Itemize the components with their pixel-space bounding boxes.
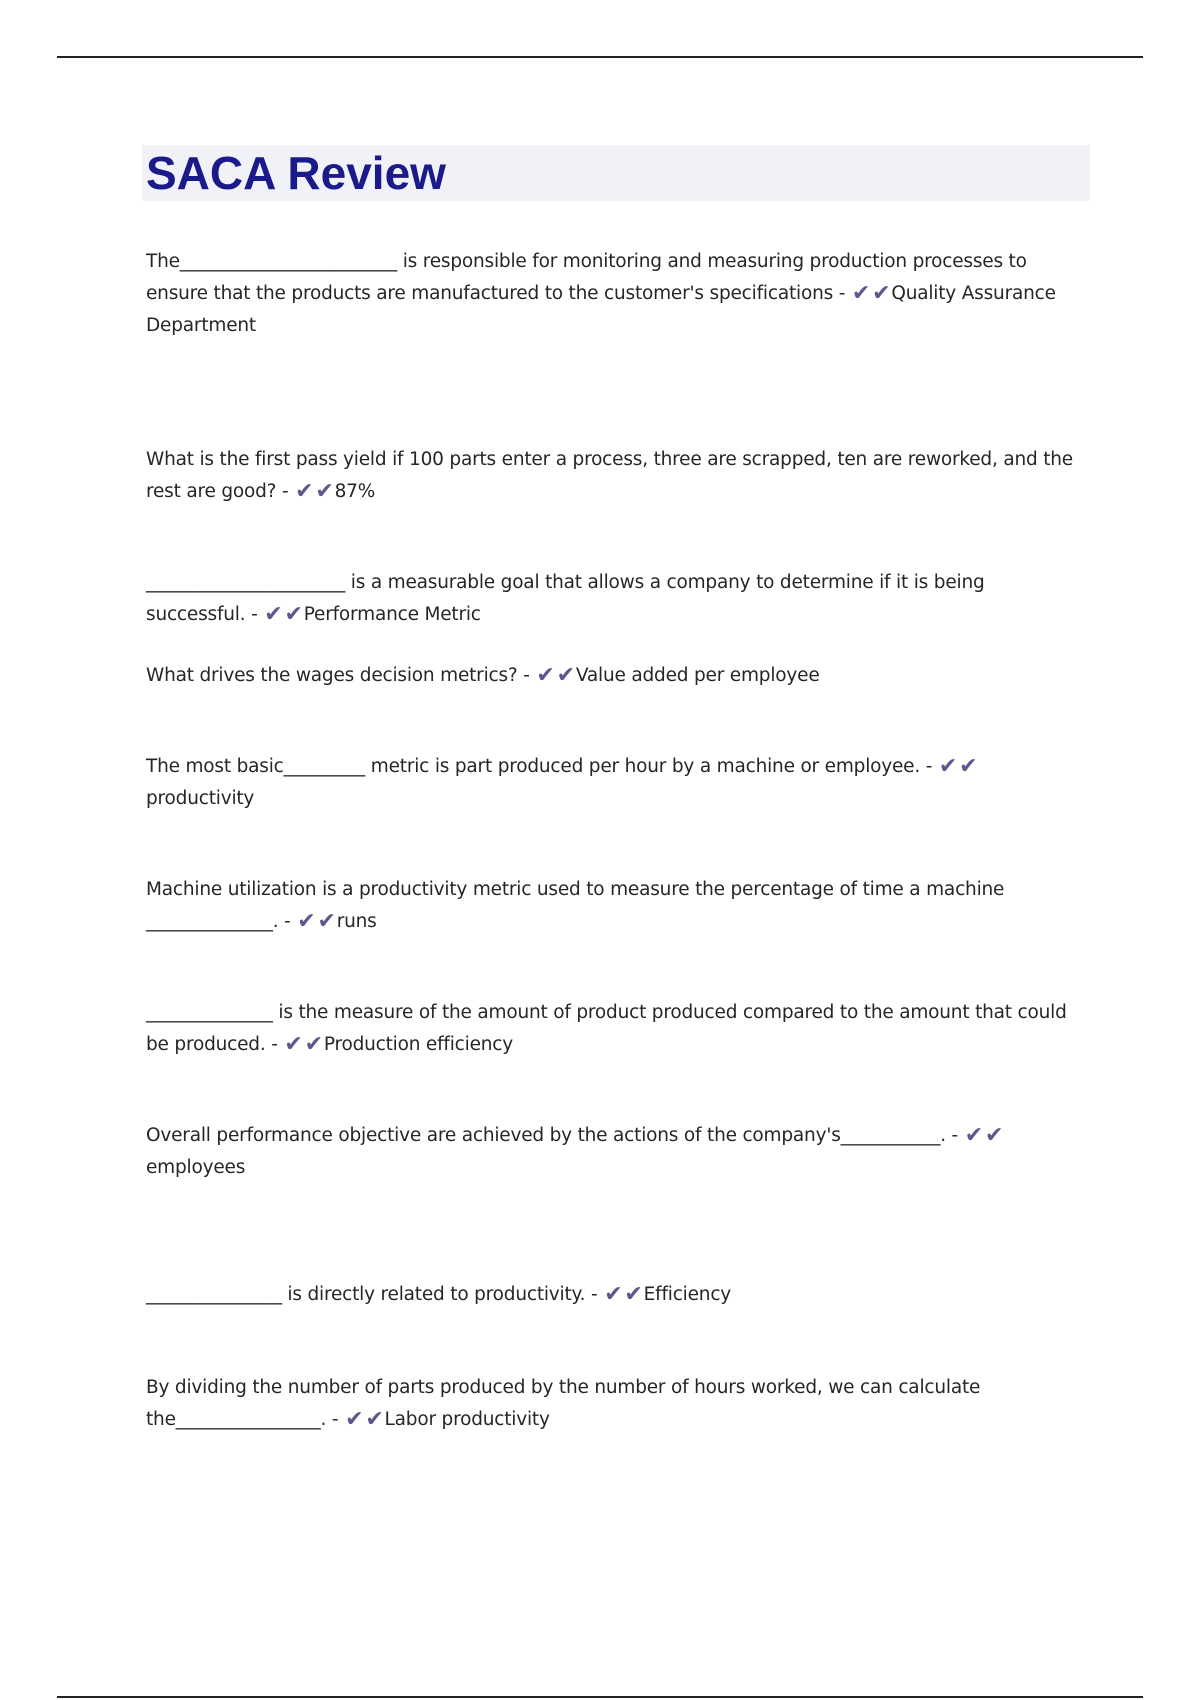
checkmark-icon: ✔ [345, 1407, 364, 1432]
checkmark-icon: ✔ [872, 281, 891, 306]
answer-text: productivity [146, 788, 255, 809]
checkmark-icon: ✔ [964, 1123, 983, 1148]
question-text: What drives the wages decision metrics? - [146, 665, 536, 686]
qa-item [146, 246, 1086, 342]
checkmark-icon: ✔ [315, 479, 334, 504]
answer-text: Performance Metric [303, 604, 481, 625]
qa-item [146, 444, 1086, 508]
checkmark-icon: ✔ [317, 909, 336, 934]
header-rule [57, 56, 1143, 58]
question-text: What is the first pass yield if 100 parts enter a process, three are scrapped, ten are reworked, and the rest are good? - [146, 449, 1073, 502]
answer-text: Production efficiency [323, 1034, 514, 1055]
qa-item [146, 751, 1086, 815]
checkmark-icon: ✔ [556, 663, 575, 688]
qa-item [146, 1372, 1086, 1436]
checkmark-icon: ✔ [984, 1123, 1004, 1148]
question-text: _______________ is directly related to productivity. - [146, 1284, 604, 1305]
question-text: ______________ is the measure of the amount of product produced compared to the amount that could be produced. - [146, 1002, 1067, 1055]
answer-text: Value added per employee [575, 665, 820, 686]
checkmark-icon: ✔ [297, 909, 316, 934]
checkmark-icon: ✔ [264, 602, 283, 627]
checkmark-icon: ✔ [624, 1282, 643, 1307]
checkmark-icon: ✔ [604, 1282, 623, 1307]
question-text: Overall performance objective are achieved by the actions of the company's___________. - [146, 1125, 964, 1146]
question-text: The________________________ is responsible for monitoring and measuring production processes to ensure that the products are manufactured to the customer's specifications - [146, 251, 1027, 304]
footer-rule [57, 1696, 1143, 1698]
answer-text: employees [146, 1157, 246, 1178]
qa-item [146, 997, 1086, 1061]
title-band [142, 145, 1090, 201]
checkmark-icon: ✔ [938, 754, 958, 779]
qa-item [146, 1120, 1086, 1184]
checkmark-icon: ✔ [536, 663, 555, 688]
answer-text: Efficiency [643, 1284, 732, 1305]
qa-item [146, 874, 1086, 938]
checkmark-icon: ✔ [365, 1407, 384, 1432]
checkmark-icon: ✔ [304, 1032, 323, 1057]
answer-text: Labor productivity [384, 1409, 550, 1430]
checkmark-icon: ✔ [284, 602, 303, 627]
question-text: The most basic_________ metric is part produced per hour by a machine or employee. - [146, 756, 938, 777]
answer-text: 87% [334, 481, 376, 502]
qa-item [146, 1279, 1086, 1311]
document-title: SACA Review [146, 147, 446, 199]
checkmark-icon: ✔ [284, 1032, 303, 1057]
question-text: ______________________ is a measurable goal that allows a company to determine if it is being successful. - [146, 572, 985, 625]
qa-item [146, 660, 1086, 692]
checkmark-icon: ✔ [851, 281, 871, 306]
question-text: Machine utilization is a productivity metric used to measure the percentage of time a machine ______________. - [146, 879, 1005, 932]
qa-item [146, 567, 1086, 631]
answer-text: Quality Assurance Department [146, 283, 1056, 336]
question-text: By dividing the number of parts produced by the number of hours worked, we can calculate the________________. - [146, 1377, 981, 1430]
answer-text: runs [336, 911, 377, 932]
checkmark-icon: ✔ [295, 479, 314, 504]
checkmark-icon: ✔ [959, 754, 978, 779]
